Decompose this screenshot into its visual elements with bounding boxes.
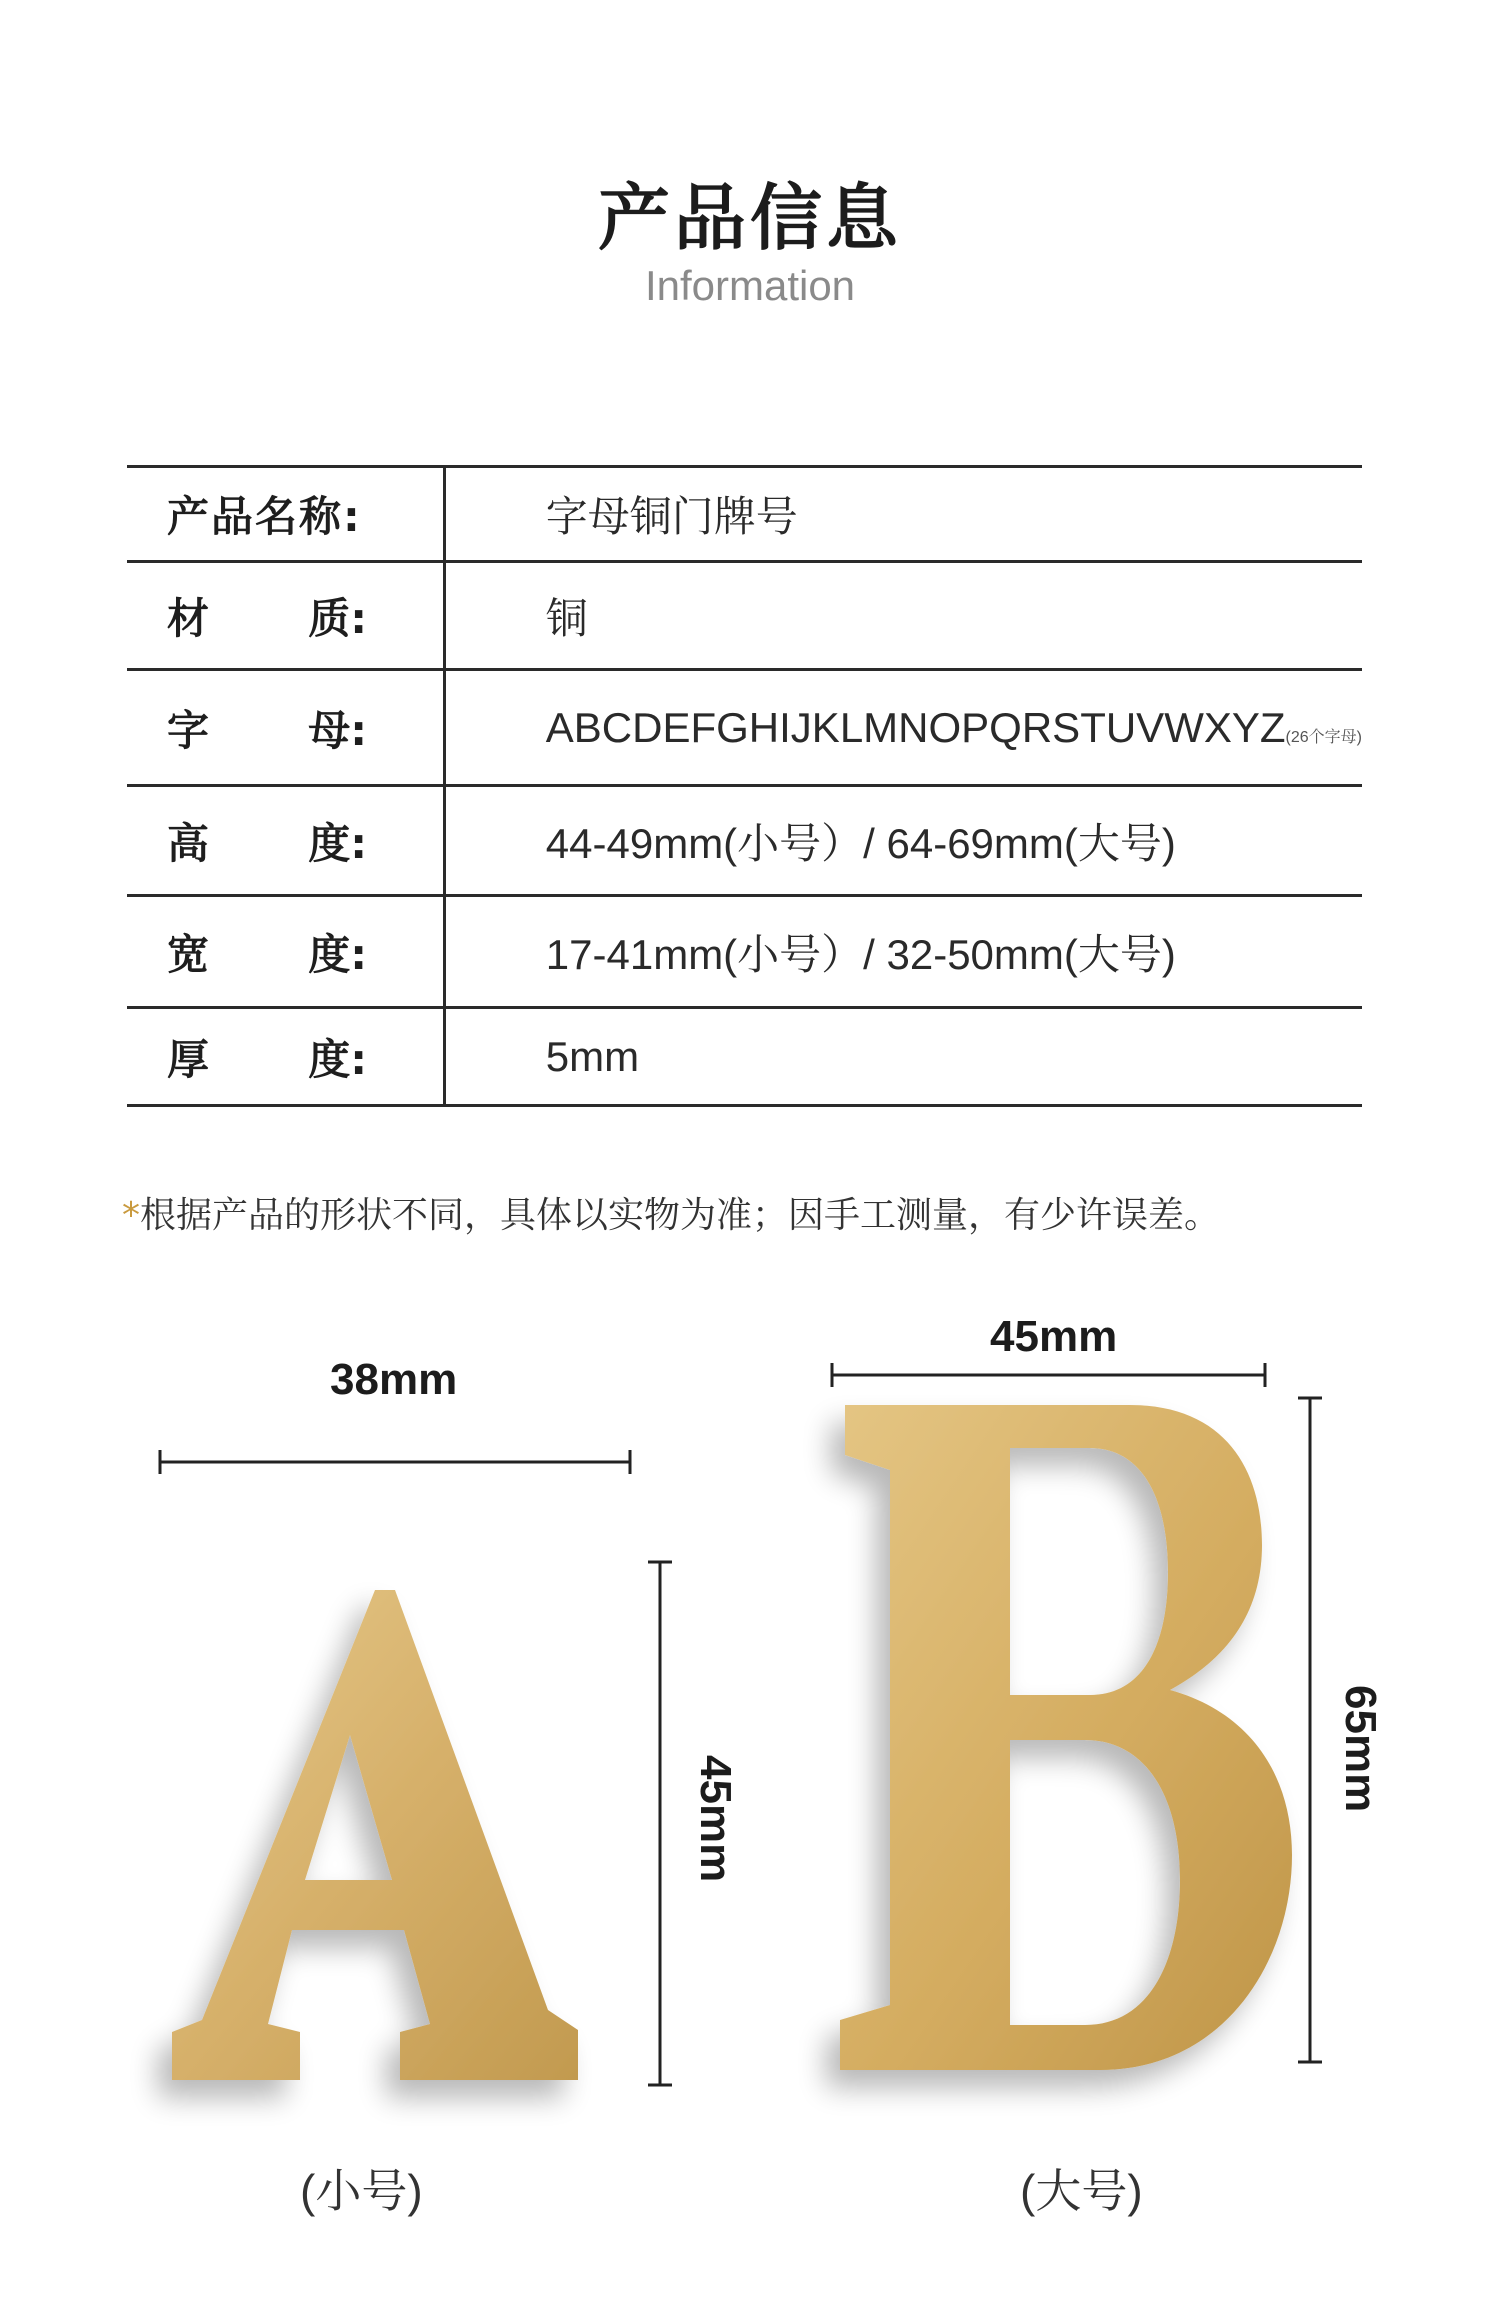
width-dimension-line-small xyxy=(160,1450,630,1474)
brass-letter-b xyxy=(840,1405,1292,2070)
row-label-second: 母: xyxy=(308,705,367,755)
row-label-second: 质: xyxy=(308,593,367,643)
row-label-second: 度: xyxy=(308,929,367,979)
height-label-small: 45mm xyxy=(691,1755,740,1883)
row-label-first: 厚 xyxy=(167,1034,210,1084)
caption-small: (小号) xyxy=(300,2165,423,2217)
asterisk: * xyxy=(122,1195,140,1236)
row-label-first: 宽 xyxy=(167,929,210,979)
width-label-large: 45mm xyxy=(990,1312,1118,1361)
height-dimension-line-large xyxy=(1298,1398,1322,2062)
row-label-first: 材 xyxy=(167,593,210,643)
row-label-text: 产品名称: xyxy=(167,492,362,541)
page-title: 产品信息 xyxy=(597,176,902,260)
page-subtitle: Information xyxy=(644,262,856,309)
width-value: 17-41mm(小号）/ 32-50mm(大号) xyxy=(545,930,1176,978)
height-value: 44-49mm(小号）/ 64-69mm(大号) xyxy=(545,819,1176,867)
height-label-large: 65mm xyxy=(1336,1685,1385,1813)
thickness-value: 5mm xyxy=(545,1032,640,1080)
letters-count-note: (26个字母) xyxy=(1285,728,1362,746)
product-name-value: 字母铜门牌号 xyxy=(545,493,798,540)
disclaimer-text: 根据产品的形状不同，具体以实物为准；因手工测量，有少许误差。 xyxy=(140,1195,1221,1236)
letters-value: ABCDEFGHIJKLMNOPQRSTUVWXYZ xyxy=(545,703,1286,751)
height-dimension-line-small xyxy=(648,1562,672,2085)
row-label-first: 字 xyxy=(167,705,210,755)
material-value: 铜 xyxy=(545,594,588,642)
row-label-first: 高 xyxy=(167,818,210,868)
caption-large: (大号) xyxy=(1020,2165,1143,2217)
row-label-second: 度: xyxy=(308,1034,367,1084)
width-label-small: 38mm xyxy=(330,1355,458,1404)
width-dimension-line-large xyxy=(832,1363,1265,1387)
brass-letter-a xyxy=(172,1590,578,2080)
row-label-second: 度: xyxy=(308,818,367,868)
